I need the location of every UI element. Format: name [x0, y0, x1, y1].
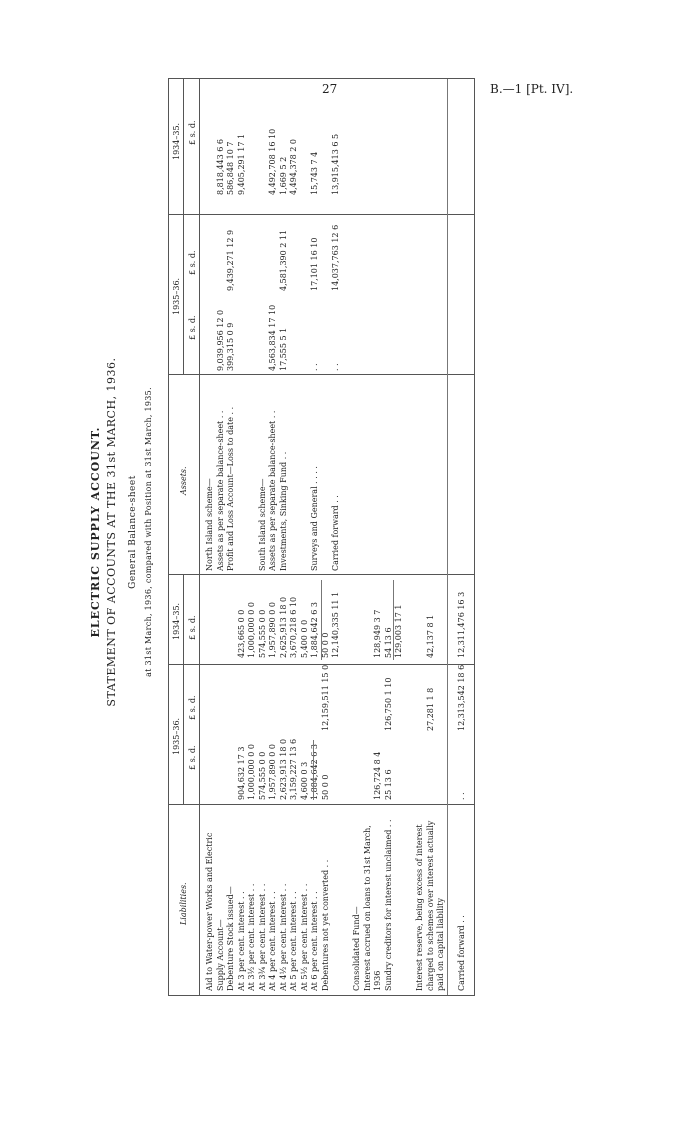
asset-label: Investments, Sinking Fund . .	[278, 451, 288, 571]
asset-b: 9,439,271 12 9	[226, 229, 235, 291]
asset-c: 1,669 5 2	[278, 156, 288, 195]
liability-label: At 3 per cent. interest . .	[236, 891, 246, 991]
year-1935-header-liab: 1934–35.	[172, 602, 181, 640]
liability-label: At 3¾ per cent. interest . .	[257, 883, 267, 991]
liability-label: Consolidated Fund—	[352, 906, 361, 991]
header-rule	[199, 79, 200, 995]
asset-a: 4,563,834 17 10	[268, 304, 277, 371]
center-divider	[169, 574, 474, 575]
rotated-balance-sheet	[90, 32, 510, 1032]
liability-c: 2,625,913 18 0	[278, 596, 288, 658]
liabilities-header: Liabilities.	[179, 882, 188, 925]
asset-c: 13,915,413 6 5	[331, 133, 340, 195]
subtotal-rule	[321, 580, 322, 660]
asset-a: . .	[331, 363, 340, 371]
liability-label: Interest accrued on loans to 31st March,	[362, 825, 372, 991]
lsd-header: £ s. d.	[188, 250, 197, 275]
liability-b: 12,313,542 18 6	[457, 664, 466, 731]
asset-label: Assets as per separate balance-sheet . .	[268, 410, 277, 571]
column-divider	[169, 214, 474, 215]
liability-a: 904,632 17 3	[236, 746, 246, 800]
lsd-header: £ s. d.	[188, 120, 197, 145]
liability-a: 574,555 0 0	[257, 751, 267, 800]
lsd-header: £ s. d.	[188, 615, 197, 640]
asset-a: . .	[310, 363, 319, 371]
liability-c: 129,003 17 1	[394, 604, 403, 658]
liability-a: 3,159,227 13 6	[289, 738, 298, 800]
liability-label: At 3½ per cent. interest . .	[247, 883, 256, 991]
subtotal-rule	[313, 740, 314, 800]
liability-a: 50 0 0	[320, 774, 330, 800]
assets-header: Assets.	[179, 466, 188, 495]
asset-label: North Island scheme—	[205, 478, 214, 571]
column-divider	[169, 804, 474, 805]
subtotal-rule	[393, 580, 394, 660]
liability-c: 423,665 0 0	[236, 609, 246, 658]
liability-label: At 4½ per cent. interest . .	[278, 883, 288, 991]
asset-b: 4,581,390 2 11	[278, 229, 288, 291]
asset-label: South Island scheme—	[257, 478, 267, 571]
liability-label: Aid to Water-power Works and Electric	[205, 832, 214, 991]
asset-a: 9,039,956 12 0	[215, 309, 225, 371]
asset-label: Surveys and General . . . .	[310, 466, 319, 571]
year-1936-header-assets: 1935–36.	[172, 277, 181, 315]
year-1936-header-liab: 1935–36.	[172, 717, 181, 755]
lsd-header: £ s. d.	[188, 745, 197, 770]
liability-c: 42,137 8 1	[425, 614, 435, 658]
as-at-caption: at 31st March, 1936, compared with Position at 31st March, 1935.	[144, 387, 153, 677]
liability-label: At 5½ per cent. interest . .	[299, 883, 309, 991]
liability-label: At 6 per cent. interest . .	[310, 891, 319, 991]
asset-label: Assets as per separate balance-sheet . .	[215, 410, 225, 571]
liability-label: At 4 per cent. interest . .	[268, 891, 277, 991]
liability-c: 5,400 0 0	[299, 619, 309, 658]
liability-label: At 5 per cent. interest . .	[289, 891, 298, 991]
liability-label: charged to schemes over interest actually	[425, 820, 435, 991]
year-1935-header-assets: 1934–35.	[172, 122, 181, 160]
liability-a: 25 13 6	[383, 769, 393, 800]
liability-a: 2,623,913 18 0	[278, 738, 288, 800]
liability-label: paid on capital liability	[436, 897, 445, 991]
liability-c: 574,555 0 0	[257, 609, 267, 658]
liability-label: Debentures not yet converted . .	[320, 859, 330, 991]
asset-c: 9,405,291 17 1	[236, 133, 246, 195]
asset-c: 15,743 7 4	[310, 151, 319, 195]
liability-label: Debenture Stock issued—	[226, 886, 235, 991]
liability-label: Supply Account—	[215, 919, 225, 991]
asset-c: 8,818,443 6 6	[215, 139, 225, 195]
liability-label: Interest reserve, being excess of interest	[415, 824, 424, 991]
asset-c: 4,492,708 16 10	[268, 128, 277, 195]
liability-c: 128,949 3 7	[373, 609, 382, 658]
asset-b: 14,037,763 12 6	[331, 224, 340, 291]
asset-label: Carried forward . .	[331, 495, 340, 571]
liability-label: Carried forward . .	[457, 915, 466, 991]
liability-a: 1,957,890 0 0	[268, 744, 277, 800]
liability-c: 1,957,890 0 0	[268, 602, 277, 658]
liability-label: Sundry creditors for interest unclaimed . .	[383, 819, 393, 991]
liability-a: 4,600 0 3	[299, 761, 309, 800]
page-number: 27	[322, 82, 338, 96]
liability-a: 126,724 8 4	[373, 751, 382, 800]
liability-b: 27,281 1 8	[425, 687, 435, 731]
carried-forward-rule	[447, 575, 448, 995]
asset-b: 17,101 16 10	[310, 237, 319, 291]
document-subtitle: STATEMENT OF ACCOUNTS AT THE 31st MARCH, 1936.	[105, 357, 118, 707]
balance-sheet-table	[168, 78, 475, 996]
liability-c: 12,140,335 11 1	[331, 591, 340, 658]
liability-a: . .	[457, 792, 466, 800]
liability-a: 1,000,000 0 0	[247, 744, 256, 800]
header-subrule	[183, 79, 184, 375]
asset-c: 4,494,378 2 0	[289, 139, 298, 195]
liability-c: 1,000,000 0 0	[247, 602, 256, 658]
lsd-header: £ s. d.	[188, 695, 197, 720]
liability-c: 54 13 6	[383, 627, 393, 658]
asset-label: Profit and Loss Account—Loss to date . .	[226, 406, 235, 571]
carried-forward-rule	[447, 79, 448, 575]
liability-c: 1,884,642 6 3	[310, 602, 319, 658]
lsd-header: £ s. d.	[188, 315, 197, 340]
asset-c: 586,848 10 7	[226, 141, 235, 195]
report-reference: B.—1 [Pt. IV].	[490, 82, 574, 96]
column-divider	[169, 374, 474, 375]
liability-c: 12,311,476 16 3	[457, 591, 466, 658]
header-subrule	[183, 575, 184, 805]
asset-a: 17,555 5 1	[278, 327, 288, 371]
liability-c: 3,670,218 6 10	[289, 596, 298, 658]
liability-b: 126,750 1 10	[383, 677, 393, 731]
liability-a: 1,884,642 6 3	[310, 744, 319, 800]
liability-b: 12,159,511 15 0	[320, 664, 330, 731]
liability-label: 1936	[373, 970, 382, 991]
liability-c: 50 0 0	[320, 632, 330, 658]
document-title: ELECTRIC SUPPLY ACCOUNT.	[89, 426, 102, 638]
sheet-title: General Balance-sheet	[128, 475, 138, 589]
asset-a: 399,315 0 9	[226, 322, 235, 371]
